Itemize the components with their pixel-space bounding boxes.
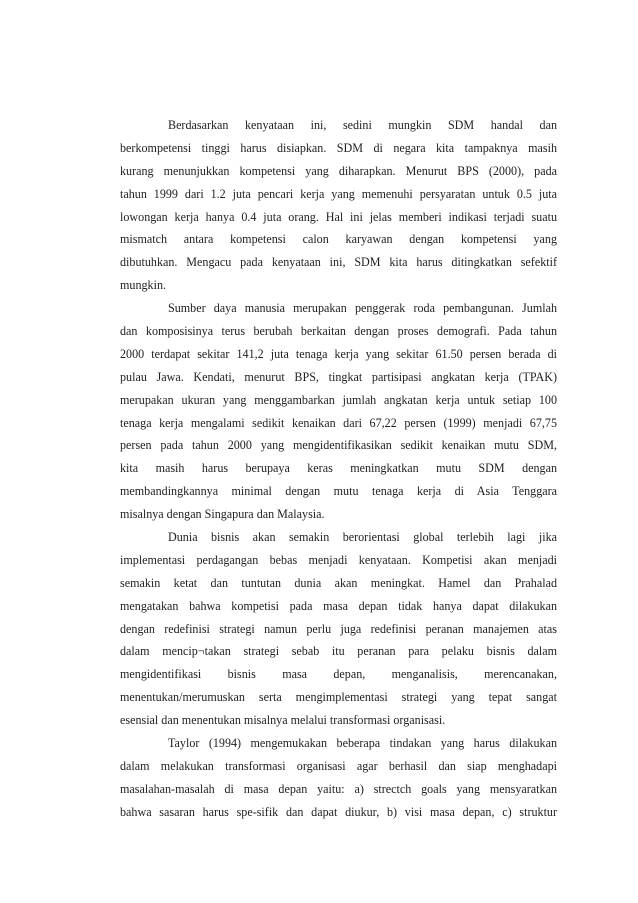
paragraph-line: menentukan/merumuskan serta mengimplementasi strategi yang tepat sangat — [120, 690, 557, 705]
paragraph-line: Berdasarkan kenyataan ini, sedini mungkin SDM handal dan — [168, 118, 557, 132]
paragraph-line: membandingkannya minimal dengan mutu tenaga kerja di Asia Tenggara — [120, 484, 557, 499]
paragraph-line: kita masih harus berupaya keras meningkatkan mutu SDM dengan — [120, 461, 557, 476]
paragraph-line: Dunia bisnis akan semakin berorientasi global terlebih lagi jika — [168, 530, 557, 545]
paragraph-2 — [120, 297, 557, 526]
paragraph-line: misalnya dengan Singapura dan Malaysia. — [120, 507, 325, 522]
paragraph-line: berkompetensi tinggi harus disiapkan. SDM di negara kita tampaknya masih — [120, 140, 557, 155]
paragraph-line: implementasi perdagangan bebas menjadi kenyataan. Kompetisi akan menjadi — [120, 552, 557, 567]
paragraph-line: Taylor (1994) mengemukakan beberapa tindakan yang harus dilakukan — [168, 736, 557, 751]
paragraph-line: mengidentifikasi bisnis masa depan, menganalisis, merencanakan, — [120, 667, 557, 682]
paragraph-line: merupakan ukuran yang menggambarkan jumlah angkatan kerja untuk setiap 100 — [120, 392, 557, 407]
paragraph-line: mismatch antara kompetensi calon karyawan dengan kompetensi yang — [120, 232, 557, 247]
paragraph-line: dan komposisinya terus berubah berkaitan dengan proses demografi. Pada tahun — [120, 324, 557, 339]
paragraph-line: persen pada tahun 2000 yang mengidentifikasikan sedikit kenaikan mutu SDM, — [120, 438, 557, 453]
paragraph-line: lowongan kerja hanya 0.4 juta orang. Hal ini jelas memberi indikasi terjadi suatu — [120, 209, 557, 224]
paragraph-1 — [120, 114, 557, 297]
paragraph-line: dengan redefinisi strategi namun perlu juga redefinisi peranan manajemen atas — [120, 621, 557, 636]
paragraph-line: esensial dan menentukan misalnya melalui transformasi organisasi. — [120, 713, 446, 728]
paragraph-line: dalam melakukan transformasi organisasi agar berhasil dan siap menghadapi — [120, 758, 557, 773]
paragraph-4 — [120, 732, 557, 824]
paragraph-line: tenaga kerja mengalami sedikit kenaikan dari 67,22 persen (1999) menjadi 67,75 — [120, 415, 557, 430]
paragraph-line: dalam mencip¬takan strategi sebab itu peranan para pelaku bisnis dalam — [120, 644, 557, 659]
paragraph-3 — [120, 526, 557, 732]
body-text — [120, 114, 557, 824]
paragraph-line: Sumber daya manusia merupakan penggerak roda pembangunan. Jumlah — [168, 301, 557, 316]
paragraph-line: dibutuhkan. Mengacu pada kenyataan ini, SDM kita harus ditingkatkan sefektif — [120, 255, 557, 270]
paragraph-line: pulau Jawa. Kendati, menurut BPS, tingkat partisipasi angkatan kerja (TPAK) — [120, 369, 557, 384]
paragraph-line: masalahan-masalah di masa depan yaitu: a) strectch goals yang mensyaratkan — [120, 781, 557, 796]
paragraph-line: semakin ketat dan tuntutan dunia akan meningkat. Hamel dan Prahalad — [120, 575, 557, 590]
paragraph-line: bahwa sasaran harus spe-sifik dan dapat diukur, b) visi masa depan, c) struktur — [120, 804, 557, 819]
paragraph-line: mengatakan bahwa kompetisi pada masa depan tidak hanya dapat dilakukan — [120, 598, 557, 613]
paragraph-line: tahun 1999 dari 1.2 juta pencari kerja yang memenuhi persyaratan untuk 0.5 juta — [120, 186, 557, 201]
paragraph-line: mungkin. — [120, 278, 167, 293]
paragraph-line: 2000 terdapat sekitar 141,2 juta tenaga kerja yang sekitar 61.50 persen berada di — [120, 346, 557, 361]
paragraph-line: kurang menunjukkan kompetensi yang diharapkan. Menurut BPS (2000), pada — [120, 163, 557, 178]
